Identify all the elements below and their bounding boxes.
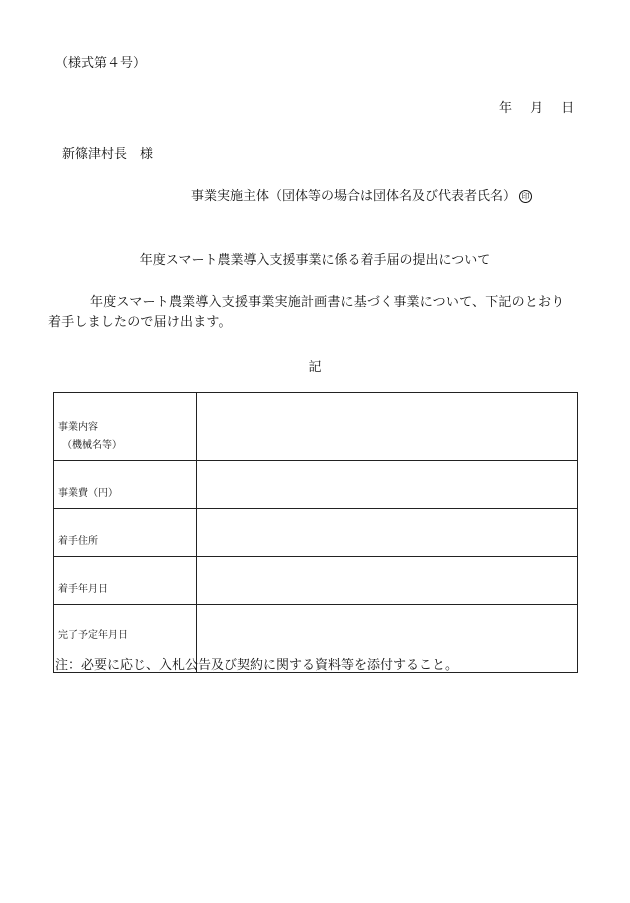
row-label [54, 393, 197, 461]
row-value-field[interactable] [197, 557, 578, 605]
table-row [54, 393, 578, 461]
row-label: 事業費（円） [54, 461, 197, 509]
seal-mark: 印 [519, 190, 532, 203]
row-label-subtext: （機械名等） [62, 440, 122, 451]
table-row [54, 509, 578, 557]
business-entity-label: 事業実施主体（団体等の場合は団体名及び代表者氏名） [191, 189, 517, 204]
date-line: 年 月 日 [499, 101, 575, 116]
footnote: 注：必要に応じ、入札公告及び契約に関する資料等を添付すること。 [55, 658, 459, 673]
row-value-field[interactable] [197, 393, 578, 461]
row-label: 完了予定年月日 [54, 605, 197, 673]
row-label-text: 事業内容 [58, 422, 98, 433]
addressee: 新篠津村長 様 [62, 147, 154, 162]
document-title: 年度スマート農業導入支援事業に係る着手届の提出について [139, 253, 491, 268]
ki-heading: 記 [308, 360, 322, 375]
row-value-field[interactable] [197, 509, 578, 557]
table-row [54, 557, 578, 605]
row-value-field[interactable] [197, 461, 578, 509]
row-label: 着手年月日 [54, 557, 197, 605]
body-text: 年度スマート農業導入支援事業実施計画書に基づく事業について、下記のとおり着手しましたので届け出ます。 [48, 295, 565, 330]
row-label: 着手住所 [54, 509, 197, 557]
form-table [53, 392, 578, 673]
table-row [54, 461, 578, 509]
form-number: （様式第４号） [55, 56, 147, 71]
business-entity [191, 185, 532, 204]
